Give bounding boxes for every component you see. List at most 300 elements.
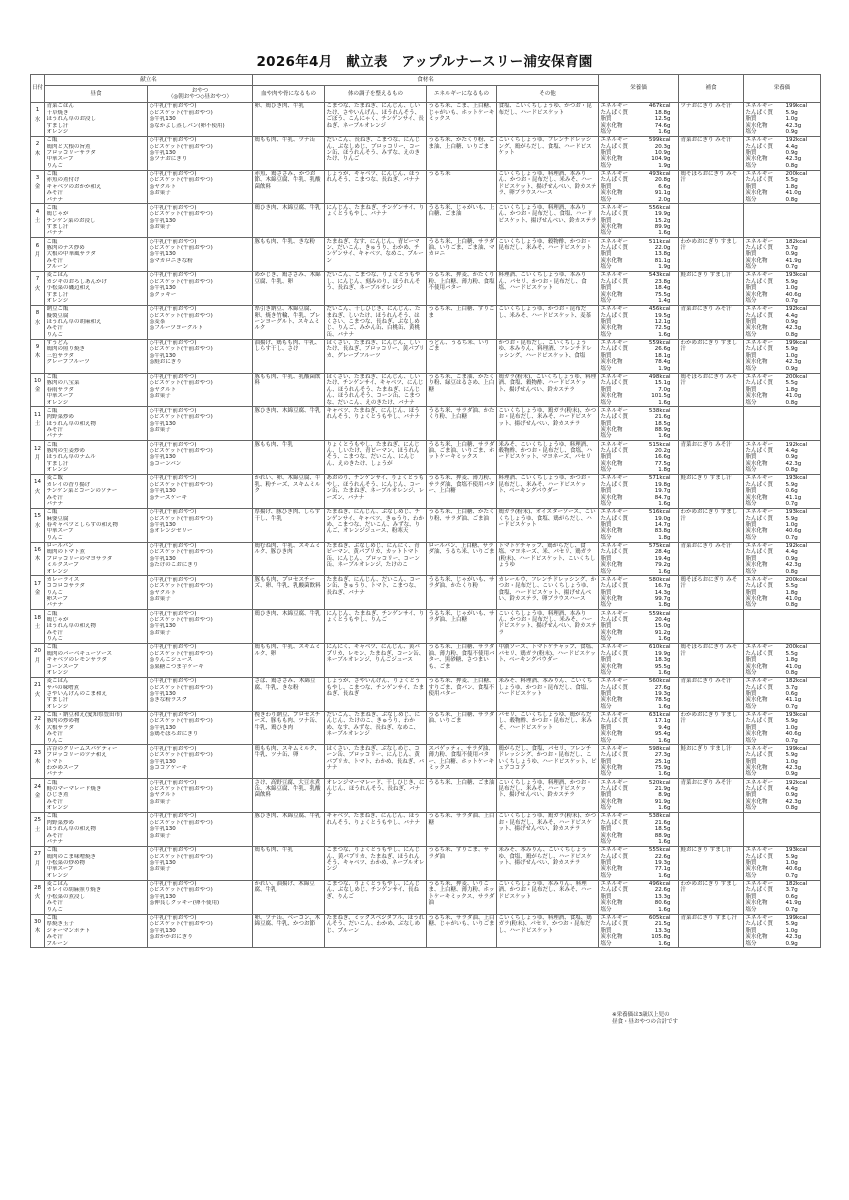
snack-cell bbox=[148, 745, 253, 779]
lunch-item: 中華スープ bbox=[46, 866, 74, 873]
lunch-cell bbox=[45, 204, 148, 238]
nutrition2-value: 42.3g bbox=[785, 460, 802, 467]
nutrition-cell bbox=[599, 474, 679, 508]
nutrition-value: 77.5g bbox=[654, 460, 671, 467]
snack-cell bbox=[148, 576, 253, 610]
nutrition-value: 18.5g bbox=[654, 420, 671, 427]
snack-item: ◎麦茶 bbox=[149, 319, 166, 326]
nutrition-label: 塩分 bbox=[600, 399, 612, 406]
table-row bbox=[31, 441, 821, 475]
snack-item: ◇牛乳(午前おやつ) bbox=[149, 137, 197, 144]
day-weekday: 月 bbox=[34, 657, 41, 664]
snack-cell bbox=[148, 914, 253, 948]
nutrition2-value: 4.4g bbox=[785, 312, 798, 319]
day-number: 30 bbox=[34, 918, 41, 925]
nutrition2-label: 脂質 bbox=[745, 724, 757, 731]
nutrition2-values bbox=[746, 239, 819, 271]
nutrition2-value: 0.6g bbox=[785, 488, 798, 495]
nutrition2-label: 炭水化物 bbox=[745, 291, 768, 298]
lunch-item: 豚肉の生姜炒め bbox=[46, 447, 86, 454]
nutrition2-label: たんぱく質 bbox=[745, 515, 774, 522]
table-row bbox=[31, 136, 821, 170]
nutrition2-label: 脂質 bbox=[745, 657, 757, 664]
lunch-cell bbox=[45, 644, 148, 678]
ingredient-other: 食塩、こいくちしょうゆ、かつお・昆布だし、ハードビスケット bbox=[497, 103, 599, 137]
nutrition2-cell bbox=[744, 508, 821, 542]
nutrition2-value: 0.9g bbox=[785, 771, 798, 778]
lunch-item: 納豆ご飯 bbox=[46, 306, 69, 313]
day-cell bbox=[31, 813, 45, 847]
nutrition-cell bbox=[599, 136, 679, 170]
nutrition-label: エネルギー bbox=[600, 475, 629, 482]
nutrition-value: 80.6g bbox=[654, 900, 671, 907]
nutrition2-value: 40.6g bbox=[785, 528, 802, 535]
supplement-cell: 青菜おにぎり みそ汁 bbox=[679, 136, 744, 170]
nutrition-label: たんぱく質 bbox=[600, 583, 629, 590]
snack-item: ◇ビスケット(午前おやつ) bbox=[149, 414, 213, 421]
nutrition2-value: 42.3g bbox=[785, 765, 802, 772]
nutrition-label: 脂質 bbox=[600, 454, 612, 461]
ingredient-other: こいくちしょうゆ、フレンチドレッシング、鶏がらだし、食塩、ハードビスケット bbox=[497, 136, 599, 170]
nutrition-label: 塩分 bbox=[600, 872, 612, 879]
nutrition2-value: 0.9g bbox=[785, 454, 798, 461]
day-number: 3 bbox=[35, 175, 40, 182]
nutrition2-label: 脂質 bbox=[745, 589, 757, 596]
lunch-cell bbox=[45, 136, 148, 170]
lunch-item: 小松菜の炒め物 bbox=[46, 860, 86, 867]
nutrition-value: 19.3g bbox=[654, 860, 671, 867]
ingredient-other: こいくちしょうゆ、かつお・昆布だし、米みそ、ハードビスケット、麦茶 bbox=[497, 305, 599, 339]
nutrition2-value: 193kcal bbox=[785, 847, 808, 854]
nutrition-value: 83.8g bbox=[654, 528, 671, 535]
ingredient-yellow: うるち米、上白糖、ごま油 bbox=[427, 779, 497, 813]
lunch-item: ほうれん草の和え物 bbox=[46, 826, 97, 833]
nutrition2-label: 塩分 bbox=[745, 568, 757, 575]
nutrition2-label: 脂質 bbox=[745, 116, 757, 123]
nutrition-value: 1.6g bbox=[658, 805, 671, 812]
nutrition-label: エネルギー bbox=[600, 914, 629, 921]
nutrition-label: 塩分 bbox=[600, 670, 612, 677]
lunch-item: 鮭のマーマレード焼き bbox=[46, 786, 102, 793]
snack-item: ◎牛乳130 bbox=[149, 454, 176, 461]
nutrition-label: 脂質 bbox=[600, 927, 612, 934]
nutrition-label: 脂質 bbox=[600, 623, 612, 630]
lunch-item: みそ汁 bbox=[46, 731, 64, 738]
snack-item: ◎牛乳130 bbox=[149, 860, 176, 867]
nutrition2-value: 0.6g bbox=[785, 893, 798, 900]
day-cell bbox=[31, 441, 45, 475]
nutrition-label: 塩分 bbox=[600, 940, 612, 947]
nutrition-value: 580kcal bbox=[648, 576, 671, 583]
lunch-item: 鶏肉のバーベキューソース bbox=[46, 650, 113, 657]
nutrition-values bbox=[601, 780, 677, 812]
snack-item: ◎牛乳130 bbox=[149, 893, 176, 900]
snack-item: ◎お菓子 bbox=[149, 224, 171, 231]
lunch-item: ご飯 bbox=[46, 914, 58, 921]
nutrition2-label: たんぱく質 bbox=[745, 312, 774, 319]
day-weekday: 月 bbox=[34, 252, 41, 259]
lunch-item: ご飯 bbox=[46, 847, 58, 854]
table-row bbox=[31, 846, 821, 880]
ingredient-green: はくさい、たまねぎ、ぶなしめじ、コーン缶、ブロッコリー、にんじん、黄パプリカ、トマト、わかめ、長ねぎ、バナナ bbox=[325, 745, 427, 779]
nutrition-value: 515kcal bbox=[648, 441, 671, 448]
lunch-item: みそ汁 bbox=[46, 832, 64, 839]
lunch-item: 春キャベツとしらすの和え物 bbox=[46, 521, 119, 528]
snack-item: ◇ビスケット(午前おやつ) bbox=[149, 447, 213, 454]
header-nutrition-2: 栄養価 bbox=[744, 75, 821, 103]
table-row bbox=[31, 542, 821, 576]
nutrition-value: 1.6g bbox=[658, 703, 671, 710]
nutrition-label: 塩分 bbox=[600, 500, 612, 507]
snack-item: ◎お菓子 bbox=[149, 832, 171, 839]
nutrition-label: エネルギー bbox=[600, 644, 629, 651]
lunch-item: 赤魚の煮付け bbox=[46, 177, 80, 184]
nutrition2-value: 3.7g bbox=[785, 684, 798, 691]
nutrition-label: 塩分 bbox=[600, 703, 612, 710]
nutrition2-value: 5.9g bbox=[785, 752, 798, 759]
lunch-cell bbox=[45, 610, 148, 644]
lunch-item: オレンジ bbox=[46, 298, 69, 305]
nutrition-value: 1.6g bbox=[658, 737, 671, 744]
supplement-cell: 青菜おにぎり みそ汁 bbox=[679, 677, 744, 711]
table-row bbox=[31, 339, 821, 373]
nutrition2-label: たんぱく質 bbox=[745, 786, 774, 793]
nutrition-value: 72.5g bbox=[654, 325, 671, 332]
nutrition2-value: 199kcal bbox=[785, 340, 808, 347]
nutrition2-label: 炭水化物 bbox=[745, 494, 768, 501]
nutrition-label: エネルギー bbox=[600, 712, 629, 719]
lunch-item: ご飯 bbox=[46, 610, 58, 617]
table-row bbox=[31, 103, 821, 137]
nutrition2-value: 0.9g bbox=[785, 940, 798, 947]
nutrition2-value: 41.9g bbox=[785, 257, 802, 264]
snack-cell bbox=[148, 508, 253, 542]
nutrition-value: 23.8g bbox=[654, 278, 671, 285]
nutrition-value: 20.2g bbox=[654, 447, 671, 454]
ingredient-yellow: うるち米、押麦、薄力粉、サラダ油、食塩不使用バター、上白糖 bbox=[427, 474, 497, 508]
snack-item: ◎牛乳130 bbox=[149, 826, 176, 833]
nutrition-value: 1.6g bbox=[658, 872, 671, 879]
nutrition2-cell bbox=[744, 441, 821, 475]
nutrition-label: たんぱく質 bbox=[600, 921, 629, 928]
nutrition2-values bbox=[746, 103, 819, 135]
ingredient-yellow: スパゲッティ、サラダ油、薄力粉、食塩不使用バター、上白糖、ホットケーキミックス bbox=[427, 745, 497, 779]
nutrition-label: 炭水化物 bbox=[600, 832, 623, 839]
nutrition2-label: エネルギー bbox=[745, 712, 774, 719]
snack-item: ◎お菓子 bbox=[149, 798, 171, 805]
lunch-item: 鶏じゃが bbox=[46, 616, 69, 623]
nutrition2-value: 41.9g bbox=[785, 900, 802, 907]
snack-item: ◎お菓子 bbox=[149, 426, 171, 433]
nutrition2-label: 脂質 bbox=[745, 150, 757, 157]
lunch-item: バナナ bbox=[46, 433, 64, 440]
snack-item: ◎牛乳130 bbox=[149, 285, 176, 292]
nutrition2-value: 5.5g bbox=[785, 650, 798, 657]
snack-cell bbox=[148, 272, 253, 306]
snack-item: ◎牛乳130 bbox=[149, 420, 176, 427]
ingredient-red: 豚もも肉、牛乳、きな粉 bbox=[253, 238, 325, 272]
day-cell bbox=[31, 474, 45, 508]
lunch-item: 中華スープ bbox=[46, 393, 74, 400]
nutrition-value: 27.3g bbox=[654, 752, 671, 759]
nutrition-value: 21.5g bbox=[654, 921, 671, 928]
nutrition2-label: エネルギー bbox=[745, 103, 774, 110]
nutrition-value: 1.9g bbox=[658, 365, 671, 372]
nutrition-value: 74.6g bbox=[654, 122, 671, 129]
nutrition2-label: たんぱく質 bbox=[745, 278, 774, 285]
nutrition-cell bbox=[599, 846, 679, 880]
nutrition-value: 22.0g bbox=[654, 245, 671, 252]
nutrition-cell bbox=[599, 339, 679, 373]
nutrition2-label: 炭水化物 bbox=[745, 156, 768, 163]
lunch-item: 古谷のクリームスパゲティー bbox=[46, 745, 118, 752]
nutrition2-label: エネルギー bbox=[745, 644, 774, 651]
header-yellow: エネルギーになるもの bbox=[427, 86, 497, 103]
supplement-cell: 鮭おにぎり すまし汁 bbox=[679, 745, 744, 779]
lunch-item: 鶏肉のトマト煮 bbox=[46, 549, 86, 556]
lunch-item: すまし汁 bbox=[46, 224, 69, 231]
nutrition-label: 塩分 bbox=[600, 805, 612, 812]
nutrition2-label: エネルギー bbox=[745, 373, 774, 380]
table-row bbox=[31, 407, 821, 441]
nutrition-label: 脂質 bbox=[600, 589, 612, 596]
nutrition2-value: 1.0g bbox=[785, 724, 798, 731]
day-cell bbox=[31, 914, 45, 948]
ingredient-red: 鶏むね肉、牛乳、スキムミルク、豚ひき肉 bbox=[253, 542, 325, 576]
nutrition-cell bbox=[599, 373, 679, 407]
nutrition2-value: 0.8g bbox=[785, 162, 798, 169]
nutrition2-label: 炭水化物 bbox=[745, 190, 768, 197]
nutrition2-value: 5.9g bbox=[785, 109, 798, 116]
table-row bbox=[31, 711, 821, 745]
lunch-item: 鶏肉と大根の旨煮 bbox=[46, 143, 91, 150]
nutrition2-label: 炭水化物 bbox=[745, 325, 768, 332]
lunch-cell bbox=[45, 407, 148, 441]
footnote-line-1: ※栄養価は3歳以上児の bbox=[612, 1012, 670, 1018]
nutrition-value: 9.4g bbox=[658, 724, 671, 731]
nutrition-label: エネルギー bbox=[600, 847, 629, 854]
nutrition-value: 538kcal bbox=[648, 407, 671, 414]
nutrition2-label: たんぱく質 bbox=[745, 109, 774, 116]
nutrition-label: 脂質 bbox=[600, 521, 612, 528]
nutrition-label: 炭水化物 bbox=[600, 359, 623, 366]
nutrition-label: 炭水化物 bbox=[600, 190, 623, 197]
nutrition2-value: 0.8g bbox=[785, 568, 798, 575]
nutrition2-label: 塩分 bbox=[745, 670, 757, 677]
snack-item: ◇ビスケット(午前おやつ) bbox=[149, 616, 213, 623]
day-cell bbox=[31, 610, 45, 644]
nutrition2-value: 0.7g bbox=[785, 500, 798, 507]
snack-item: ◎牛乳130 bbox=[149, 927, 176, 934]
lunch-cell bbox=[45, 305, 148, 339]
nutrition-value: 19.9g bbox=[654, 211, 671, 218]
snack-item: ◎牛乳130 bbox=[149, 352, 176, 359]
lunch-cell bbox=[45, 576, 148, 610]
nutrition2-value: 0.9g bbox=[785, 792, 798, 799]
nutrition-value: 20.8g bbox=[654, 177, 671, 184]
nutrition-label: 塩分 bbox=[600, 737, 612, 744]
lunch-item: みそ汁 bbox=[46, 629, 64, 636]
nutrition-label: たんぱく質 bbox=[600, 312, 629, 319]
nutrition-value: 18.4g bbox=[654, 285, 671, 292]
ingredient-yellow: うるち米、押麦、上白糖、すりごま、食パン、食塩不使用バター bbox=[427, 677, 497, 711]
nutrition2-cell bbox=[744, 407, 821, 441]
nutrition-value: 1.8g bbox=[658, 534, 671, 541]
day-number: 14 bbox=[34, 479, 41, 486]
nutrition-label: エネルギー bbox=[600, 204, 629, 211]
nutrition2-label: 脂質 bbox=[745, 860, 757, 867]
snack-item: ◇牛乳(午前おやつ) bbox=[149, 441, 197, 448]
ingredient-green: たまねぎ、ぶなしめじ、にんにく、青ピーマン、黄パプリカ、カットトマト缶、にんじん、ブロッコリー、コーン缶、ネーブルオレンジ、たけのこ bbox=[325, 542, 427, 576]
lunch-item: みそ汁 bbox=[46, 494, 64, 501]
nutrition2-value: 199kcal bbox=[785, 745, 808, 752]
lunch-item: オレンジ bbox=[46, 399, 69, 406]
nutrition-value: 78.5g bbox=[654, 697, 671, 704]
nutrition-label: たんぱく質 bbox=[600, 278, 629, 285]
nutrition-label: 脂質 bbox=[600, 758, 612, 765]
lunch-cell bbox=[45, 745, 148, 779]
lunch-item: 小松菜の磯辺和え bbox=[46, 285, 91, 292]
nutrition-value: 1.6g bbox=[658, 230, 671, 237]
lunch-item: バナナ bbox=[46, 602, 64, 609]
nutrition2-value: 42.3g bbox=[785, 325, 802, 332]
lunch-item: ご飯 bbox=[46, 171, 58, 178]
nutrition-value: 105.8g bbox=[651, 934, 671, 941]
lunch-item: ほうれん草の和え物 bbox=[46, 420, 97, 427]
day-weekday: 火 bbox=[34, 691, 41, 698]
nutrition2-value: 41.0g bbox=[785, 663, 802, 670]
nutrition2-value: 1.8g bbox=[785, 589, 798, 596]
nutrition-label: たんぱく質 bbox=[600, 177, 629, 184]
nutrition2-value: 0.9g bbox=[785, 251, 798, 258]
supplement-cell: 鶏そぼろおにぎり みそ汁 bbox=[679, 170, 744, 204]
nutrition2-value: 1.8g bbox=[785, 183, 798, 190]
nutrition2-value: 199kcal bbox=[785, 103, 808, 110]
lunch-item: りんご bbox=[46, 737, 64, 744]
nutrition-value: 88.9g bbox=[654, 832, 671, 839]
nutrition2-label: 脂質 bbox=[745, 521, 757, 528]
table-row bbox=[31, 474, 821, 508]
snack-item: ◇牛乳(午前おやつ) bbox=[149, 238, 197, 245]
nutrition2-label: たんぱく質 bbox=[745, 481, 774, 488]
snack-item: ◇牛乳(午前おやつ) bbox=[149, 644, 197, 651]
ingredient-other: 米みそ、こいくちしょうゆ、料理酒、穀物酢、かつお・昆布だし、食塩、ハードビスケット、マヨネーズ、パセリ bbox=[497, 441, 599, 475]
nutrition2-values bbox=[746, 847, 819, 879]
lunch-cell bbox=[45, 846, 148, 880]
ingredient-other: こいくちしょうゆ、料理酒、かつお・昆布だし、米みそ、ハードビスケット、揚げせんべい、鈴カステラ bbox=[497, 779, 599, 813]
nutrition2-cell bbox=[744, 677, 821, 711]
lunch-cell bbox=[45, 813, 148, 847]
nutrition-value: 91.9g bbox=[654, 798, 671, 805]
ingredient-red: さけ、高野豆腐、大豆水煮缶、木綿豆腐、牛乳、乳酸菌飲料 bbox=[253, 779, 325, 813]
nutrition2-value: 200kcal bbox=[785, 576, 808, 583]
nutrition-value: 75.9g bbox=[654, 765, 671, 772]
nutrition-value: 12.1g bbox=[654, 319, 671, 326]
nutrition2-value: 193kcal bbox=[785, 272, 808, 279]
nutrition-value: 1.6g bbox=[658, 399, 671, 406]
nutrition2-value: 0.7g bbox=[785, 906, 798, 913]
nutrition2-value: 0.8g bbox=[785, 399, 798, 406]
nutrition-value: 1.6g bbox=[658, 500, 671, 507]
ingredient-green: たまねぎ、なす、にんじん、青ピーマン、だいこん、きゅうり、わかめ、チンゲンサイ、キャベツ、なめこ、プルーン bbox=[325, 238, 427, 272]
ingredient-green: にんにく、キャベツ、にんじん、黄パプリカ、レモン、たまねぎ、コーン缶、ネーブルオレンジ、りんごジュース bbox=[325, 644, 427, 678]
nutrition2-value: 0.7g bbox=[785, 737, 798, 744]
day-weekday: 水 bbox=[34, 319, 41, 326]
nutrition-value: 91.2g bbox=[654, 629, 671, 636]
ingredient-other: 鶏がらだし、食塩、パセリ、フレンチドレッシング、かつお・昆布だし、こいくちしょうゆ、ハードビスケット、ピュアココア bbox=[497, 745, 599, 779]
snack-cell bbox=[148, 407, 253, 441]
day-weekday: 金 bbox=[34, 590, 41, 597]
nutrition-value: 1.6g bbox=[658, 331, 671, 338]
nutrition2-values bbox=[746, 678, 819, 710]
ingredient-other: こいくちしょうゆ、料理酒、本みりん、かつお・昆布だし、米みそ、ハードビスケット、揚げせんべい、鈴カステラ、卵ブラウスハース bbox=[497, 170, 599, 204]
nutrition2-label: エネルギー bbox=[745, 881, 774, 888]
snack-item: ◇ビスケット(午前おやつ) bbox=[149, 650, 213, 657]
nutrition-label: 脂質 bbox=[600, 116, 612, 123]
nutrition2-values bbox=[746, 915, 819, 947]
nutrition2-label: 塩分 bbox=[745, 534, 757, 541]
snack-item: ◇ビスケット(午前おやつ) bbox=[149, 515, 213, 522]
snack-item: ◇牛乳(午前おやつ) bbox=[149, 475, 197, 482]
nutrition2-cell bbox=[744, 136, 821, 170]
snack-cell bbox=[148, 542, 253, 576]
snack-item: ◎牛乳130 bbox=[149, 150, 176, 157]
page-title: 2026年4月 献立表 アップルナースリー浦安保育園 bbox=[256, 54, 593, 70]
nutrition2-label: 炭水化物 bbox=[745, 765, 768, 772]
ingredient-yellow: うるち米 bbox=[427, 170, 497, 204]
nutrition2-value: 5.5g bbox=[785, 177, 798, 184]
supplement-cell: わかめおにぎり すまし汁 bbox=[679, 711, 744, 745]
lunch-item: みそ汁 bbox=[46, 900, 64, 907]
nutrition-value: 21.6g bbox=[654, 414, 671, 421]
nutrition-label: たんぱく質 bbox=[600, 515, 629, 522]
nutrition-values bbox=[601, 847, 677, 879]
nutrition-value: 16.7g bbox=[654, 583, 671, 590]
nutrition-label: たんぱく質 bbox=[600, 718, 629, 725]
snack-item: ◇ビスケット(午前おやつ) bbox=[149, 752, 213, 759]
ingredient-yellow: うるち米、じゃがいも、サラダ油、かたくり粉 bbox=[427, 576, 497, 610]
ingredient-red: かれい、卵、木綿豆腐、牛乳、粉チーズ、スキムミルク bbox=[253, 474, 325, 508]
nutrition-value: 467kcal bbox=[648, 103, 671, 110]
nutrition2-label: 炭水化物 bbox=[745, 595, 768, 602]
nutrition2-values bbox=[746, 306, 819, 338]
nutrition-value: 75.5g bbox=[654, 291, 671, 298]
nutrition-value: 456kcal bbox=[648, 306, 671, 313]
nutrition2-label: たんぱく質 bbox=[745, 853, 774, 860]
day-number: 17 bbox=[34, 580, 41, 587]
nutrition-label: エネルギー bbox=[600, 678, 629, 685]
nutrition2-value: 192kcal bbox=[785, 137, 808, 144]
nutrition2-value: 41.0g bbox=[785, 393, 802, 400]
snack-cell bbox=[148, 441, 253, 475]
nutrition-value: 19.9g bbox=[654, 650, 671, 657]
nutrition2-label: 塩分 bbox=[745, 602, 757, 609]
nutrition2-cell bbox=[744, 644, 821, 678]
nutrition-label: エネルギー bbox=[600, 340, 629, 347]
nutrition-label: たんぱく質 bbox=[600, 684, 629, 691]
nutrition-value: 610kcal bbox=[648, 644, 671, 651]
nutrition-label: エネルギー bbox=[600, 745, 629, 752]
ingredient-other: こいくちしょうゆ、料理酒、本みりん、かつお・昆布だし、米みそ、ハードビスケット、揚げせんべい、鈴カステラ bbox=[497, 610, 599, 644]
lunch-item: ほうれん草のお浸し bbox=[46, 116, 97, 123]
ingredient-yellow: うどん、うるち米、いりごま bbox=[427, 339, 497, 373]
nutrition2-label: 塩分 bbox=[745, 805, 757, 812]
snack-cell bbox=[148, 170, 253, 204]
nutrition2-label: 脂質 bbox=[745, 555, 757, 562]
nutrition-label: 脂質 bbox=[600, 352, 612, 359]
nutrition-label: 脂質 bbox=[600, 657, 612, 664]
snack-item: ◇牛乳(午前おやつ) bbox=[149, 509, 197, 516]
